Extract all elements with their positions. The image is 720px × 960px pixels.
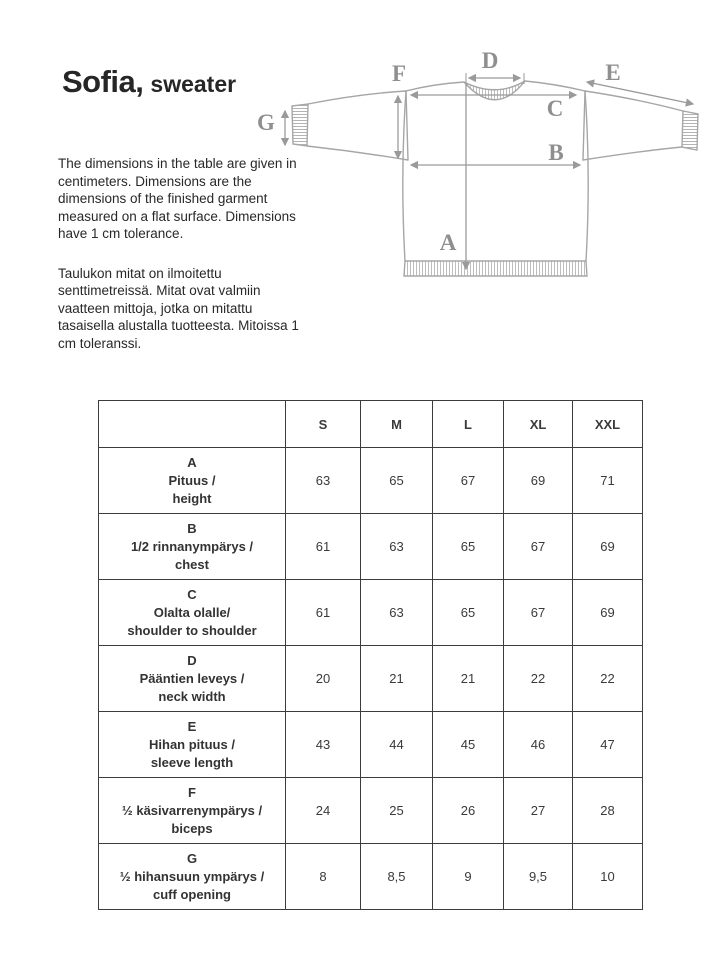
size-value-cell: 63 bbox=[361, 580, 433, 646]
sweater-diagram bbox=[253, 38, 720, 300]
measurement-arrows bbox=[285, 73, 693, 269]
size-value-cell: 63 bbox=[286, 448, 361, 514]
table-row bbox=[99, 448, 643, 514]
table-corner-cell bbox=[99, 401, 286, 448]
size-value-cell: 69 bbox=[573, 580, 643, 646]
size-value-cell: 47 bbox=[573, 712, 643, 778]
diagram-label-d: D bbox=[481, 48, 499, 73]
intro-english: The dimensions in the table are given in centimeters. Dimensions are the dimensions of the finished garment measured on a flat surface. Dimensions have 1 cm tolerance. bbox=[58, 156, 297, 241]
size-column-header: M bbox=[361, 401, 433, 448]
size-column-header: L bbox=[433, 401, 504, 448]
dimension-name-fi: ½ käsivarrenympärys / bbox=[121, 802, 263, 818]
dimension-name-en: shoulder to shoulder bbox=[127, 622, 257, 638]
sweater-outline bbox=[292, 81, 698, 276]
dimension-letter: F bbox=[188, 784, 196, 800]
size-value-cell: 71 bbox=[573, 448, 643, 514]
dimension-name-fi: Pituus / bbox=[168, 472, 216, 488]
table-row bbox=[99, 844, 643, 910]
size-value-cell: 28 bbox=[573, 778, 643, 844]
dimension-name-fi: ½ hihansuun ympärys / bbox=[119, 868, 265, 884]
dimension-label-cell bbox=[99, 646, 286, 712]
size-value-cell: 69 bbox=[504, 448, 573, 514]
size-value-cell: 21 bbox=[361, 646, 433, 712]
size-column-header: XL bbox=[504, 401, 573, 448]
size-value-cell: 69 bbox=[573, 514, 643, 580]
size-value-cell: 24 bbox=[286, 778, 361, 844]
size-value-cell: 9,5 bbox=[504, 844, 573, 910]
table-row bbox=[99, 778, 643, 844]
dimension-name-en: neck width bbox=[158, 688, 226, 704]
table-row bbox=[99, 646, 643, 712]
size-value-cell: 10 bbox=[573, 844, 643, 910]
size-value-cell: 8,5 bbox=[361, 844, 433, 910]
dimension-label-cell bbox=[99, 778, 286, 844]
diagram-label-e: E bbox=[605, 60, 621, 85]
diagram-label-a: A bbox=[439, 230, 457, 255]
dimension-label-cell bbox=[99, 712, 286, 778]
dimension-name-en: chest bbox=[175, 556, 209, 572]
dimension-name-en: height bbox=[172, 490, 212, 506]
dimension-label-cell bbox=[99, 448, 286, 514]
dimension-letter: A bbox=[187, 454, 197, 470]
size-table bbox=[98, 400, 643, 910]
diagram-label-g: G bbox=[257, 110, 275, 135]
dimension-letter: E bbox=[187, 718, 197, 734]
size-value-cell: 25 bbox=[361, 778, 433, 844]
dimension-label-cell bbox=[99, 844, 286, 910]
dimension-letter: B bbox=[187, 520, 197, 536]
page-title bbox=[62, 64, 236, 100]
size-value-cell: 65 bbox=[433, 514, 504, 580]
size-value-cell: 61 bbox=[286, 580, 361, 646]
size-column-header: S bbox=[286, 401, 361, 448]
table-row bbox=[99, 580, 643, 646]
dimension-label-cell bbox=[99, 580, 286, 646]
size-value-cell: 22 bbox=[504, 646, 573, 712]
intro-finnish: Taulukon mitat on ilmoitettu senttimetreissä. Mitat ovat valmiin vaatteen mittoja, jotka on mitattu tasaisella alustalla tuotteesta. Mitoissa 1 cm toleranssi. bbox=[58, 265, 299, 351]
dimension-name-en: sleeve length bbox=[150, 754, 234, 770]
size-value-cell: 43 bbox=[286, 712, 361, 778]
diagram-label-c: C bbox=[546, 96, 564, 121]
size-value-cell: 67 bbox=[433, 448, 504, 514]
product-type: sweater bbox=[150, 71, 237, 97]
size-value-cell: 67 bbox=[504, 580, 573, 646]
size-value-cell: 9 bbox=[433, 844, 504, 910]
size-value-cell: 8 bbox=[286, 844, 361, 910]
size-value-cell: 45 bbox=[433, 712, 504, 778]
size-value-cell: 22 bbox=[573, 646, 643, 712]
size-value-cell: 65 bbox=[433, 580, 504, 646]
size-value-cell: 21 bbox=[433, 646, 504, 712]
size-value-cell: 44 bbox=[361, 712, 433, 778]
table-header-row bbox=[99, 401, 643, 448]
size-value-cell: 65 bbox=[361, 448, 433, 514]
dimension-name-en: biceps bbox=[171, 820, 213, 836]
dimension-name-fi: Pääntien leveys / bbox=[139, 670, 245, 686]
dimension-letter: G bbox=[186, 850, 198, 866]
dimension-name-fi: Hihan pituus / bbox=[149, 736, 235, 752]
diagram-label-b: B bbox=[548, 140, 564, 165]
product-name: Sofia, bbox=[62, 64, 144, 99]
diagram-label-f: F bbox=[391, 61, 407, 86]
table-row bbox=[99, 712, 643, 778]
size-value-cell: 67 bbox=[504, 514, 573, 580]
dimension-name-fi: 1/2 rinnanympärys / bbox=[130, 538, 254, 554]
dimension-label-cell bbox=[99, 514, 286, 580]
size-value-cell: 26 bbox=[433, 778, 504, 844]
dimension-name-en: cuff opening bbox=[153, 886, 231, 902]
size-value-cell: 27 bbox=[504, 778, 573, 844]
size-value-cell: 46 bbox=[504, 712, 573, 778]
size-value-cell: 63 bbox=[361, 514, 433, 580]
size-column-header: XXL bbox=[573, 401, 643, 448]
dimension-letter: C bbox=[187, 586, 197, 602]
size-value-cell: 61 bbox=[286, 514, 361, 580]
dimension-letter: D bbox=[187, 652, 197, 668]
dimension-name-fi: Olalta olalle/ bbox=[153, 604, 231, 620]
table-row bbox=[99, 514, 643, 580]
size-value-cell: 20 bbox=[286, 646, 361, 712]
